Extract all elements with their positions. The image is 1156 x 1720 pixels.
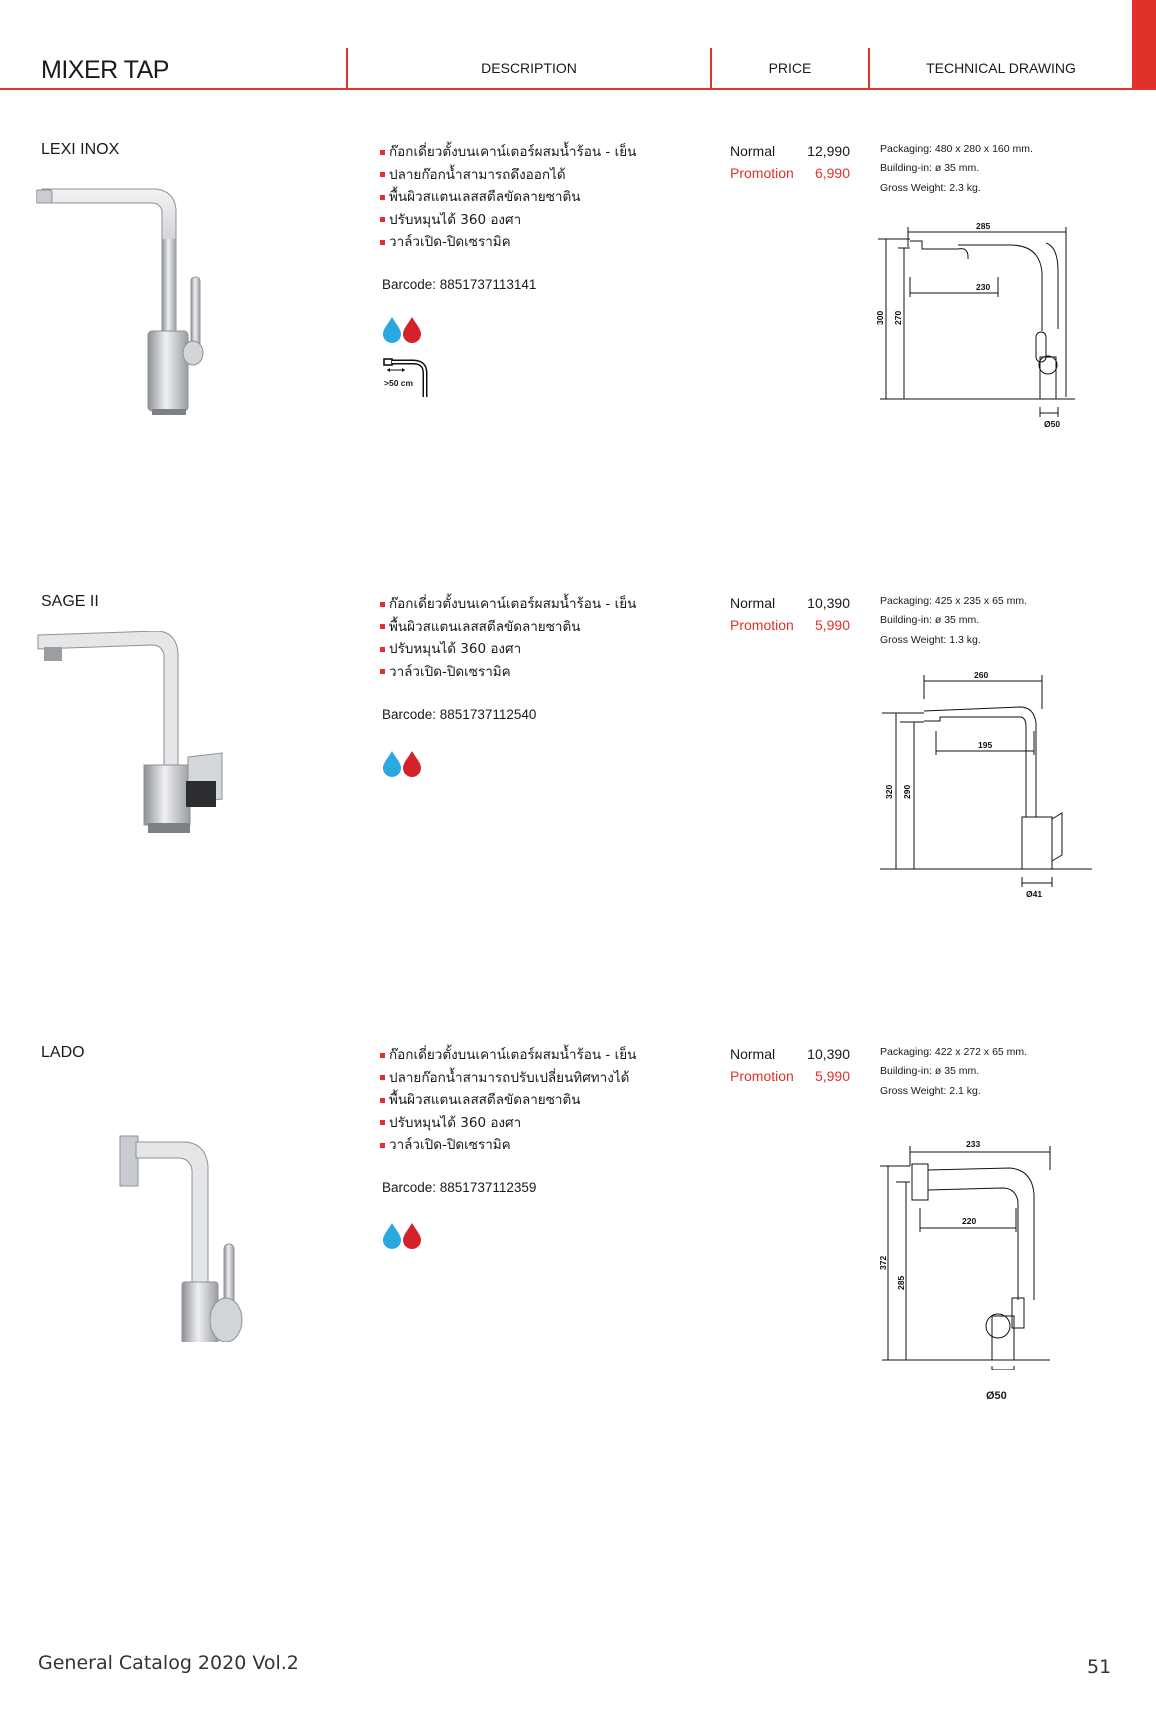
dim-spout-height: 270 [893, 310, 903, 325]
feature-item: วาล์วเปิด-ปิดเซรามิค [380, 1134, 636, 1157]
product-photo-lexi-inox [36, 179, 256, 439]
feature-item: ก๊อกเดี่ยวตั้งบนเคาน์เตอร์ผสมน้ำร้อน - เย็น [380, 1044, 636, 1067]
feature-item: ปลายก๊อกน้ำสามารถดึงออกได้ [380, 164, 636, 187]
hot-cold-water-icon [380, 316, 426, 344]
product-photo-lado [36, 1082, 256, 1342]
dim-height: 320 [884, 784, 894, 799]
column-header-technical-drawing: TECHNICAL DRAWING [926, 60, 1076, 76]
price-promotion-value: 5,990 [814, 617, 850, 633]
feature-item: วาล์วเปิด-ปิดเซรามิค [380, 661, 636, 684]
hot-cold-water-icon [380, 750, 426, 778]
page-title: MIXER TAP [41, 56, 169, 84]
price-normal-label: Normal [730, 595, 776, 611]
feature-item: พื้นผิวสแตนเลสสตีลขัดลายซาติน [380, 186, 636, 209]
technical-drawing-lado [870, 1130, 1120, 1370]
dim-height: 300 [875, 310, 885, 325]
feature-item: ก๊อกเดี่ยวตั้งบนเคาน์เตอร์ผสมน้ำร้อน - เย็น [380, 141, 636, 164]
feature-item: ปรับหมุนได้ 360 องศา [380, 638, 636, 661]
hose-length-label: >50 cm [384, 378, 414, 388]
price-normal-value: 12,990 [807, 143, 850, 159]
price-normal-label: Normal [730, 143, 776, 159]
bullet-icon [380, 602, 385, 607]
price-normal-value: 10,390 [807, 1046, 850, 1062]
feature-item: พื้นผิวสแตนเลสสตีลขัดลายซาติน [380, 1089, 636, 1112]
dim-spout-height: 290 [902, 784, 912, 799]
product-lado [0, 1044, 1156, 1484]
bullet-icon [380, 1053, 385, 1058]
dim-width: 233 [966, 1139, 981, 1149]
product-sage-ii [0, 593, 1156, 1033]
price-normal-value: 10,390 [807, 595, 850, 611]
feature-list [380, 141, 636, 254]
spec-gross-weight: Gross Weight: 2.3 kg. [880, 182, 981, 194]
corner-accent-bar [1132, 0, 1156, 90]
pull-out-hose-icon [383, 357, 433, 404]
page-header [0, 0, 1132, 90]
spec-gross-weight: Gross Weight: 1.3 kg. [880, 634, 981, 646]
feature-item: วาล์วเปิด-ปิดเซรามิค [380, 231, 636, 254]
dim-width: 285 [976, 221, 991, 231]
product-name: LADO [41, 1044, 85, 1061]
bullet-icon [380, 1075, 385, 1080]
bullet-icon [380, 1143, 385, 1148]
dim-reach: 220 [962, 1216, 977, 1226]
price-promotion-value: 6,990 [814, 165, 850, 181]
bullet-icon [380, 669, 385, 674]
bullet-icon [380, 217, 385, 222]
bullet-icon [380, 647, 385, 652]
feature-list [380, 593, 636, 683]
feature-item: ปลายก๊อกน้ำสามารถปรับเปลี่ยนทิศทางได้ [380, 1067, 636, 1090]
bullet-icon [380, 240, 385, 245]
dim-base-diameter: Ø41 [1026, 889, 1043, 899]
price-normal-label: Normal [730, 1046, 776, 1062]
bullet-icon [380, 195, 385, 200]
bullet-icon [380, 172, 385, 177]
spec-building-in: Building-in: ø 35 mm. [880, 162, 980, 174]
price-promotion-label: Promotion [730, 617, 794, 633]
barcode: Barcode: 8851737113141 [382, 277, 537, 292]
price-promotion-label: Promotion [730, 165, 794, 181]
technical-drawing-sage-ii [870, 669, 1120, 909]
bullet-icon [380, 624, 385, 629]
dim-base-diameter: Ø50 [1044, 419, 1061, 429]
technical-drawing-lexi-inox [870, 217, 1120, 457]
feature-list [380, 1044, 636, 1157]
product-name: LEXI INOX [41, 141, 120, 158]
bullet-icon [380, 1098, 385, 1103]
footer-catalog-title: General Catalog 2020 Vol.2 [38, 1652, 299, 1674]
feature-item: ปรับหมุนได้ 360 องศา [380, 1112, 636, 1135]
feature-item: พื้นผิวสแตนเลสสตีลขัดลายซาติน [380, 616, 636, 639]
spec-packaging: Packaging: 422 x 272 x 65 mm. [880, 1046, 1028, 1058]
bullet-icon [380, 150, 385, 155]
spec-building-in: Building-in: ø 35 mm. [880, 614, 980, 626]
spec-packaging: Packaging: 480 x 280 x 160 mm. [880, 143, 1033, 155]
spec-gross-weight: Gross Weight: 2.1 kg. [880, 1085, 981, 1097]
dim-reach: 195 [978, 740, 993, 750]
product-photo-sage-ii [36, 631, 256, 891]
page-number: 51 [1087, 1656, 1112, 1678]
dim-spout-height: 285 [896, 1275, 906, 1290]
dim-base-diameter: Ø50 [986, 1390, 1007, 1402]
dim-height: 372 [878, 1255, 888, 1270]
header-rule [0, 88, 1132, 90]
barcode: Barcode: 8851737112540 [382, 707, 537, 722]
feature-item: ก๊อกเดี่ยวตั้งบนเคาน์เตอร์ผสมน้ำร้อน - เย็น [380, 593, 636, 616]
spec-packaging: Packaging: 425 x 235 x 65 mm. [880, 595, 1028, 607]
product-lexi-inox [0, 141, 1156, 581]
price-promotion-value: 5,990 [814, 1068, 850, 1084]
hot-cold-water-icon [380, 1222, 426, 1250]
product-name: SAGE II [41, 593, 99, 610]
dim-width: 260 [974, 670, 989, 680]
dim-reach: 230 [976, 282, 991, 292]
spec-building-in: Building-in: ø 35 mm. [880, 1065, 980, 1077]
column-header-price: PRICE [768, 60, 812, 76]
feature-item: ปรับหมุนได้ 360 องศา [380, 209, 636, 232]
bullet-icon [380, 1120, 385, 1125]
price-promotion-label: Promotion [730, 1068, 794, 1084]
barcode: Barcode: 8851737112359 [382, 1180, 537, 1195]
column-header-description: DESCRIPTION [481, 60, 577, 76]
